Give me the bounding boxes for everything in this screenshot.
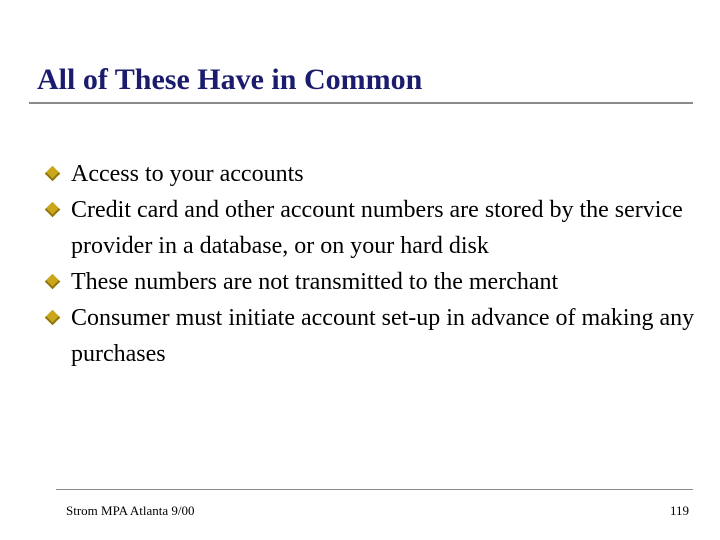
diamond-bullet-icon xyxy=(45,166,61,182)
title-divider xyxy=(29,102,693,104)
diamond-bullet-icon xyxy=(45,202,61,218)
footer-source: Strom MPA Atlanta 9/00 xyxy=(66,503,195,518)
slide-title: All of These Have in Common xyxy=(37,63,423,96)
bullet-text: Credit card and other account numbers are stored by the service provider in a database, or on your hard disk xyxy=(71,197,683,259)
footer-divider xyxy=(56,489,693,490)
bullet-text: Access to your accounts xyxy=(71,161,304,187)
bullet-text: Consumer must initiate account set-up in advance of making any purchases xyxy=(71,305,695,367)
diamond-bullet-icon xyxy=(45,310,61,326)
bullet-item xyxy=(47,300,697,372)
bullet-list xyxy=(47,156,697,372)
diamond-bullet-icon xyxy=(45,274,61,290)
bullet-item xyxy=(47,264,697,300)
bullet-item xyxy=(47,156,697,192)
page-number: 119 xyxy=(669,503,689,518)
bullet-item xyxy=(47,192,697,264)
bullet-text: These numbers are not transmitted to the merchant xyxy=(71,269,559,295)
